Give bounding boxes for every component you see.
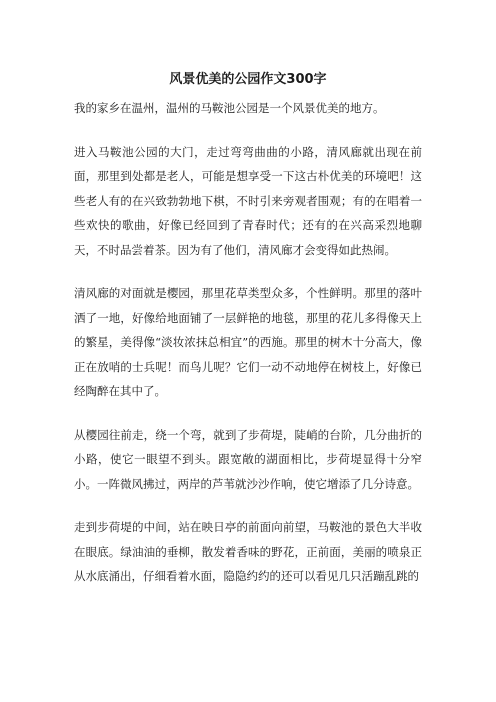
paragraph-1: 我的家乡在温州，温州的马鞍池公园是一个风景优美的地方。 [74, 101, 385, 115]
paragraph-2: 进入马鞍池公园的大门，走过弯弯曲曲的小路，清风廊就出现在前面，那里到处都是老人，可能是想享受一下这古朴优美的环境吧！这些老人有的在兴致勃勃地下棋，不时引来旁观者围观；有的在唱着一些欢快的歌曲，好像已经回到了青春时代；还有的在兴高采烈地聊天，不时品尝着茶。因为有了他们，清风廊才会变得如此热闹。 [74, 144, 422, 257]
paragraph-4: 从樱园往前走，绕一个弯，就到了步荷堤，陡峭的台阶，几分曲折的小路，使它一眼望不到头。跟宽敞的湖面相比，步荷堤显得十分窄小。一阵微风拂过，两岸的芦苇就沙沙作响，使它增添了几分诗意。 [74, 427, 422, 491]
paragraph-5: 走到步荷堤的中间，站在映日亭的前面向前望，马鞍池的景色大半收在眼底。绿油油的垂柳，散发着香味的野花，正前面，美丽的喷泉正从水底涌出，仔细看着水面，隐隐约约的还可以看见几只活蹦乱跳的 [74, 520, 422, 583]
paragraph-3: 清风廊的对面就是樱园，那里花草类型众多，个性鲜明。那里的落叶洒了一地，好像给地面铺了一层鲜艳的地毯，那里的花儿多得像天上的繁星，美得像“淡妆浓抹总相宜”的西施。那里的树木十分高大，像正在放哨的士兵呢！而鸟儿呢？它们一动不动地停在树枝上，好像已经陶醉在其中了。 [74, 286, 422, 398]
document-title: 风景优美的公园作文300字 [169, 72, 327, 87]
document-body [74, 96, 422, 608]
